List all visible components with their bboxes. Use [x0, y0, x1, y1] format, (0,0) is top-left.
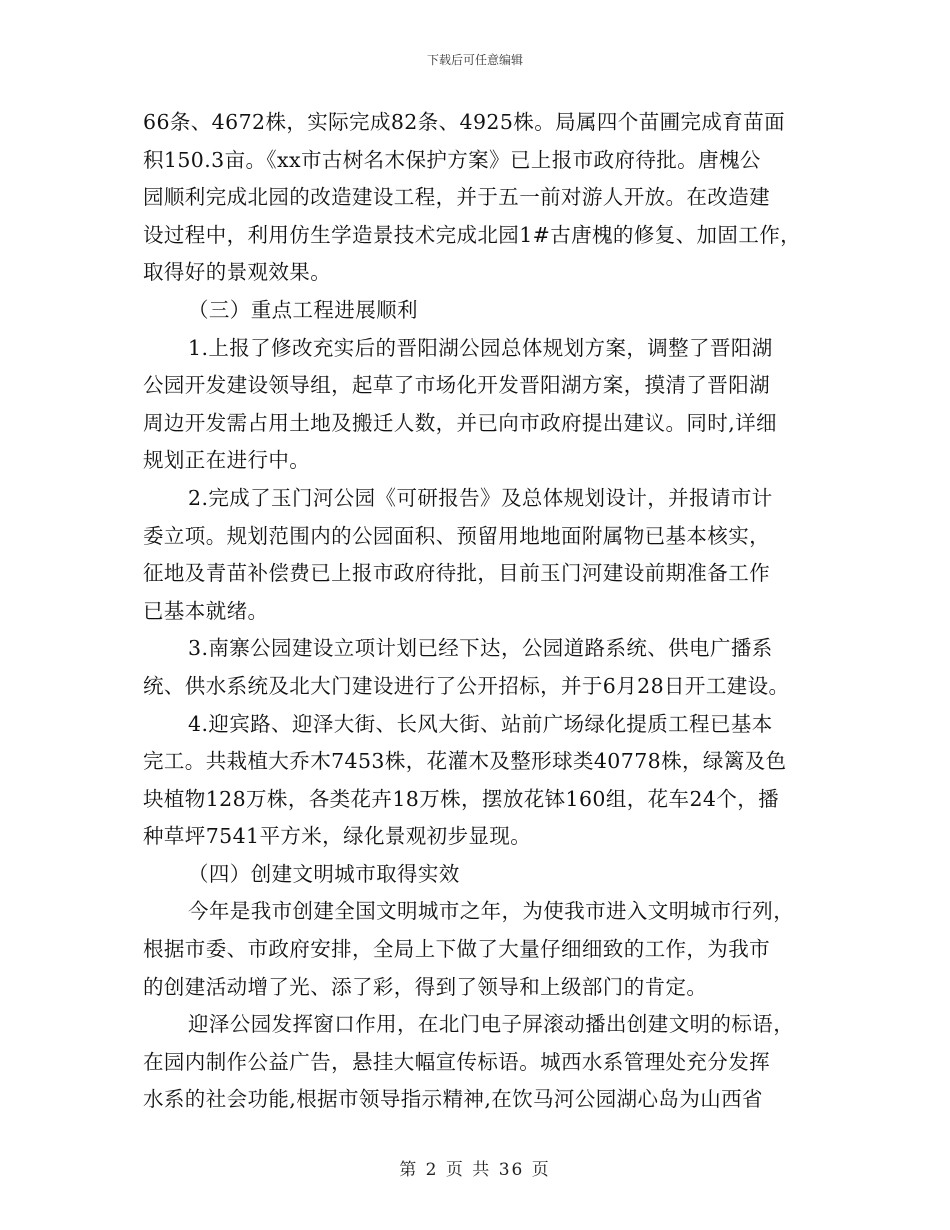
text-line: 公园开发建设领导组，起草了市场化开发晋阳湖方案，摸清了晋阳湖	[143, 373, 770, 398]
text-line: 4.迎宾路、迎泽大街、长风大街、站前广场绿化提质工程已基本	[188, 711, 773, 736]
text-line: 统、供水系统及北大门建设进行了公开招标，并于6月28日开工建设。	[143, 673, 790, 698]
text-line: 设过程中，利用仿生学造景技术完成北园1#古唐槐的修复、加固工作，	[143, 222, 802, 247]
text-line: 园顺利完成北园的改造建设工程，并于五一前对游人开放。在改造建	[143, 185, 770, 210]
text-line: 2.完成了玉门河公园《可研报告》及总体规划设计，并报请市计	[188, 485, 773, 510]
text-line: 完工。共栽植大乔木7453株，花灌木及整形球类40778株，绿篱及色	[143, 749, 787, 774]
text-line: 征地及青苗补偿费已上报市政府待批，目前玉门河建设前期准备工作	[143, 561, 770, 586]
text-line: 水系的社会功能,根据市领导指示精神,在饮马河公园湖心岛为山西省	[143, 1087, 763, 1112]
text-line: 66条、4672株，实际完成82条、4925株。局属四个苗圃完成育苗面	[143, 110, 786, 134]
text-line: 在园内制作公益广告，悬挂大幅宣传标语。城西水系管理处充分发挥	[143, 1049, 770, 1074]
text-line: 块植物128万株，各类花卉18万株，摆放花钵160组，花车24个，播	[143, 786, 780, 811]
text-line: 的创建活动增了光、添了彩，得到了领导和上级部门的肯定。	[143, 974, 708, 999]
text-line: 规划正在进行中。	[143, 448, 311, 473]
text-line: （三）重点工程进展顺利	[188, 297, 418, 322]
text-line: 已基本就绪。	[143, 598, 269, 623]
text-line: 1.上报了修改充实后的晋阳湖公园总体规划方案，调整了晋阳湖	[188, 335, 773, 360]
page-header-note: 下载后可任意编辑	[426, 53, 523, 67]
text-line: 3.南寨公园建设立项计划已经下达，公园道路系统、供电广播系	[188, 636, 773, 661]
text-line: 迎泽公园发挥窗口作用，在北门电子屏滚动播出创建文明的标语，	[188, 1012, 795, 1037]
page-number: 第 2 页 共 36 页	[399, 1160, 551, 1180]
text-line: 今年是我市创建全国文明城市之年，为使我市进入文明城市行列，	[188, 899, 795, 924]
text-line: 种草坪7541平方米，绿化景观初步显现。	[143, 824, 532, 849]
text-line: 取得好的景观效果。	[143, 260, 332, 285]
text-line: 委立项。规划范围内的公园面积、预留用地地面附属物已基本核实，	[143, 523, 770, 548]
text-line: 根据市委、市政府安排，全局上下做了大量仔细细致的工作，为我市	[143, 937, 770, 962]
text-line: 周边开发需占用土地及搬迁人数，并已向市政府提出建议。同时,详细	[143, 410, 777, 435]
text-line: 积150.3亩。《xx市古树名木保护方案》已上报市政府待批。唐槐公	[143, 147, 761, 172]
document-body	[143, 104, 823, 1119]
text-line: （四）创建文明城市取得实效	[188, 861, 460, 886]
